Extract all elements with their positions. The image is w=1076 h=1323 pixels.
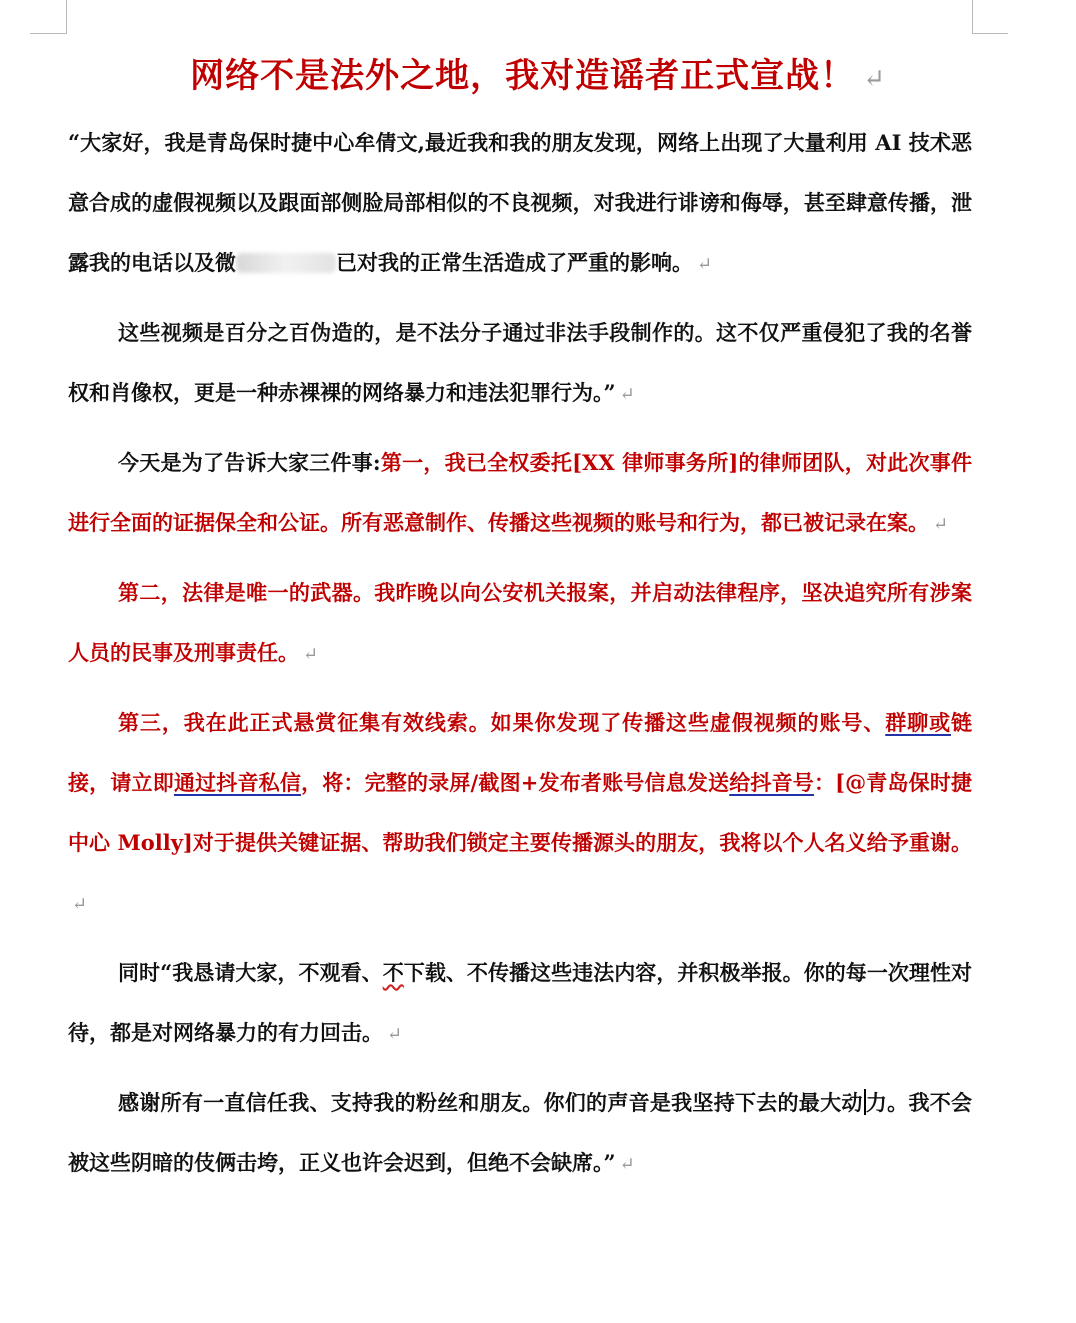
paragraph-mark-icon: ↵ [933, 514, 949, 535]
underlined-text-douyin-dm: 通过抖音私信 [173, 770, 302, 795]
paragraph-7-text-a: 感谢所有一直信任我、支持我的粉丝和朋友。你们的声音是我坚持下去的最大动 [118, 1090, 863, 1115]
paragraph-1-text-a: “大家好，我是青岛保时捷中心牟倩文,最近我和我的朋友发现，网络上出现了大量利用 AI 技术恶意合成的虚假视频以及跟面部侧脸局部相似的不良视频，对我进行诽谤和侮辱，甚至肆意传播，泄露我的电话以及微 [68, 130, 972, 275]
paragraph-7-text-b: 力。我不会被这些阴暗的伎俩击垮，正义也许会迟到，但绝不会缺席。” [68, 1090, 972, 1175]
paragraph-3-text-red: 第一，我已全权委托[XX 律师事务所]的律师团队，对此次事件进行全面的证据保全和公证。所有恶意制作、传播这些视频的账号和行为，都已被记录在案。 [68, 450, 972, 535]
paragraph-4[interactable] [68, 563, 972, 685]
spellcheck-squiggle: 不 [382, 960, 404, 985]
paragraph-6[interactable] [68, 943, 972, 1065]
paragraph-mark-icon: ↵ [697, 254, 713, 275]
crop-mark-top-right-vertical [972, 0, 973, 34]
paragraph-mark-icon: ↵ [303, 644, 319, 665]
document-body[interactable] [68, 113, 972, 1195]
paragraph-3[interactable] [68, 433, 972, 555]
paragraph-mark-icon: ↵ [619, 384, 635, 405]
paragraph-1-text-b: 已对我的正常生活造成了严重的影响。 [336, 250, 693, 275]
paragraph-5-text-c: ，将：完整的录屏/截图+发布者账号信息发送 [301, 770, 730, 795]
crop-mark-top-right-horizontal [972, 33, 1008, 34]
paragraph-6-text-b: 下载、不传播这些违法内容，并积极举报。你的每一次理性对待，都是对网络暴力的有力回击。 [68, 960, 973, 1045]
paragraph-5-text-d: ：[@青岛保时捷中心 Molly]对于提供关键证据、帮助我们锁定主要传播源头的朋友，我将以个人名义给予重谢。 [68, 770, 973, 855]
paragraph-mark-icon: ↵ [619, 1154, 635, 1175]
paragraph-mark-icon: ↵ [387, 1024, 403, 1045]
paragraph-7[interactable] [68, 1073, 972, 1195]
underlined-text-group-chat: 群聊或 [885, 710, 951, 735]
title-text: 网络不是法外之地，我对造谣者正式宣战！ [190, 56, 856, 96]
paragraph-2[interactable] [68, 303, 972, 425]
paragraph-2-text: 这些视频是百分之百伪造的，是不法分子通过非法手段制作的。这不仅严重侵犯了我的名誉权和肖像权，更是一种赤裸裸的网络暴力和违法犯罪行为。” [68, 320, 972, 405]
document-title[interactable] [0, 50, 1076, 105]
paragraph-3-text-black: 今天是为了告诉大家三件事: [118, 450, 381, 475]
paragraph-6-text-a: 同时“我恳请大家，不观看、 [118, 960, 383, 985]
paragraph-1[interactable] [68, 113, 972, 295]
redacted-blur [236, 253, 336, 273]
paragraph-4-text: 第二，法律是唯一的武器。我昨晚以向公安机关报案，并启动法律程序，坚决追究所有涉案人员的民事及刑事责任。 [68, 580, 972, 665]
paragraph-5[interactable] [68, 693, 972, 935]
crop-mark-top-left-vertical [66, 0, 67, 34]
paragraph-5-text-a: 第三，我在此正式悬赏征集有效线索。如果你发现了传播这些虚假视频的账号、 [118, 710, 886, 735]
crop-mark-top-left-horizontal [30, 33, 66, 34]
paragraph-5-text-b: 链接，请立即 [68, 710, 972, 795]
paragraph-mark-icon: ↵ [863, 64, 886, 94]
underlined-text-douyin-id: 给抖音号 [729, 770, 814, 795]
paragraph-mark-icon: ↵ [72, 894, 88, 915]
